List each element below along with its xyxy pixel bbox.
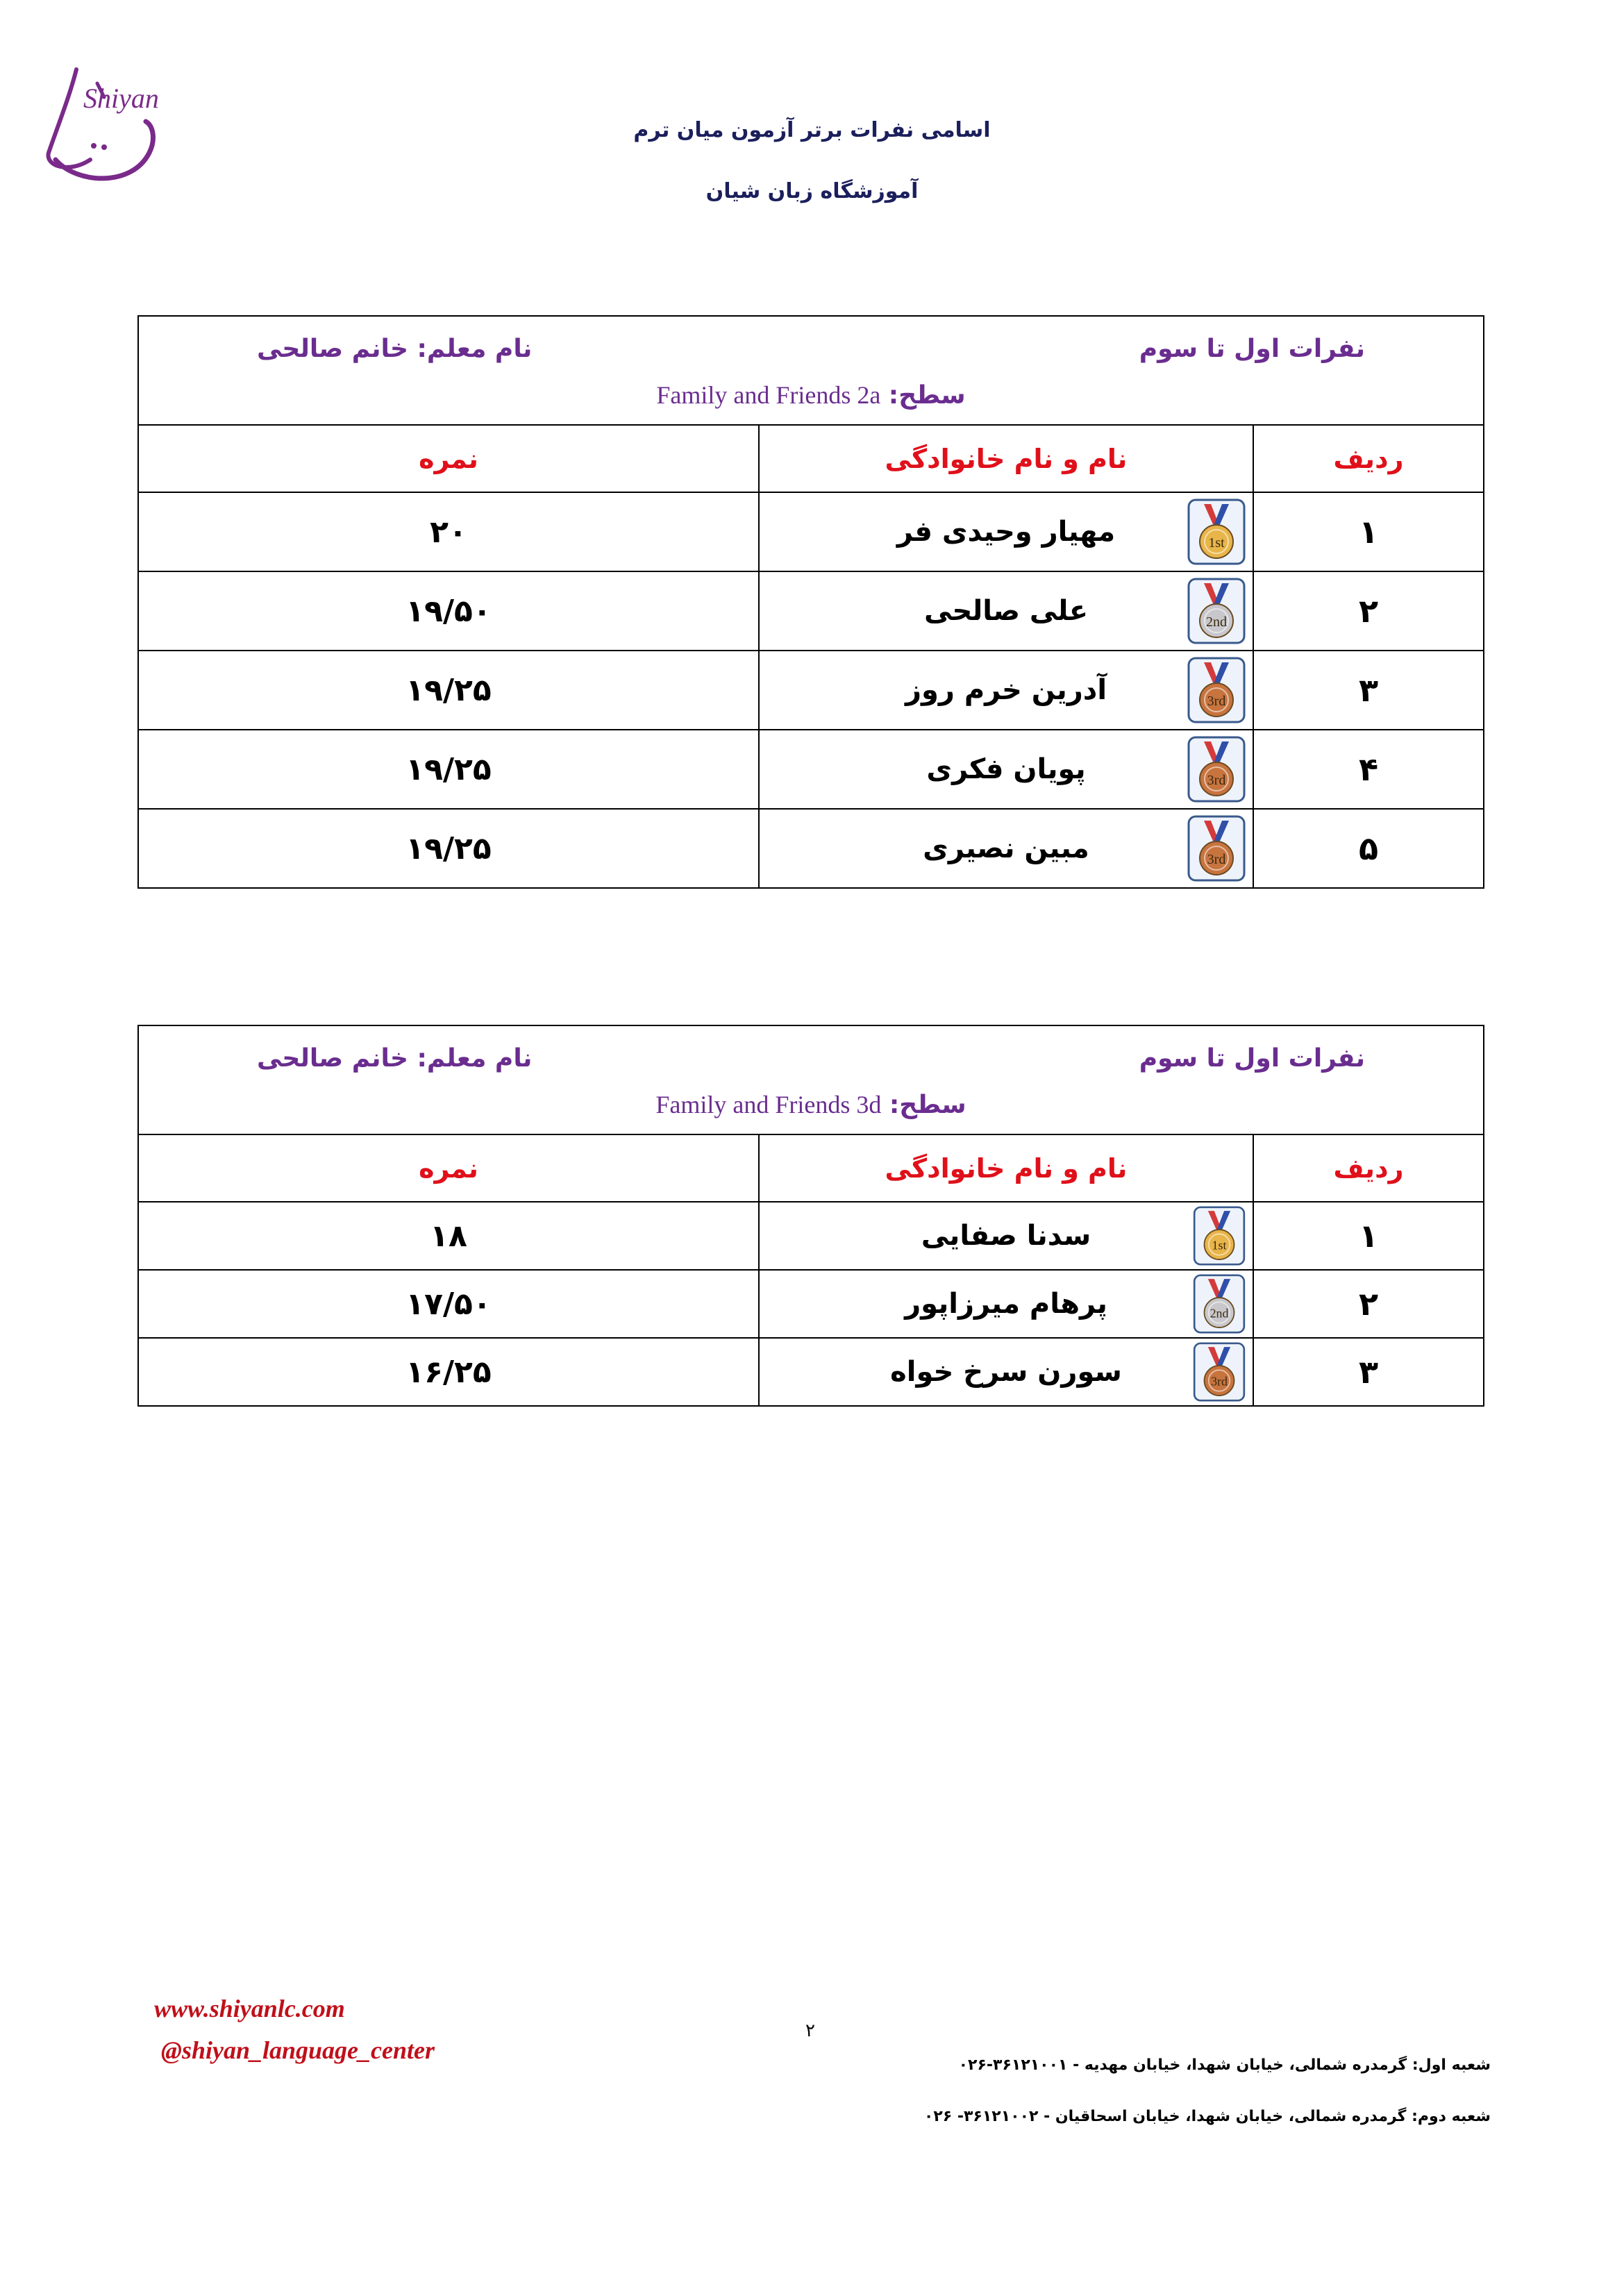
name-cell [759,571,1253,651]
teacher-label: نام معلم: خانم صالحی [257,1044,533,1073]
student-name: سدنا صفایی [921,1220,1091,1252]
name-cell [759,1202,1253,1270]
student-name: پویان فکری [926,753,1086,785]
student-name: مهیار وحیدی فر [896,516,1116,548]
name-cell [759,1338,1253,1406]
column-header-rank: ردیف [1253,425,1484,492]
bronze-medal-icon [1187,657,1246,723]
bronze-medal-icon [1187,815,1246,882]
level-line [139,380,1483,410]
table-row [138,492,1484,571]
medal-number-label: 1st [1212,1238,1227,1252]
school-name: آموزشگاه زبان شیان [705,179,919,203]
medal-number-label: 3rd [1211,1374,1228,1389]
logo-wordmark: Shiyan [83,83,159,114]
rank-cell: ۵ [1253,809,1484,888]
score-cell: ۲۰ [138,492,759,571]
student-name: علی صالحی [923,595,1089,627]
rank-cell: ۴ [1253,730,1484,809]
branch-2-address: شعبه دوم: گرمدره شمالی، خیابان شهدا، خیابان اسحاقیان - ۳۶۱۲۱۰۰۲- ۰۲۶ [923,2108,1491,2125]
name-cell [759,492,1253,571]
document-title: اسامی نفرات برتر آزمون میان ترم [633,118,991,142]
score-cell: ۱۹/۲۵ [138,651,759,730]
student-name: مبین نصیری [923,832,1089,864]
medal-number-label: 3rd [1207,694,1226,709]
table-row [138,1202,1484,1270]
silver-medal-icon [1193,1274,1246,1334]
bronze-medal-icon [1193,1342,1246,1402]
medal-number-label: 3rd [1207,852,1226,867]
medal-number-label: 2nd [1206,614,1227,630]
table-row [138,1338,1484,1406]
medal-number-label: 2nd [1209,1306,1229,1321]
score-cell: ۱۸ [138,1202,759,1270]
results-table-3d [137,1025,1484,1407]
table-row [138,651,1484,730]
name-cell [759,1270,1253,1338]
level-line [139,1090,1483,1119]
column-header-rank: ردیف [1253,1134,1484,1202]
level-label: سطح: [889,1091,966,1119]
column-header-score: نمره [138,425,759,492]
website-link[interactable]: www.shiyanlc.com [154,1995,345,2022]
student-name: پرهام میرزاپور [905,1288,1107,1320]
table-meta [138,1025,1484,1134]
column-header-name: نام و نام خانوادگی [759,425,1253,492]
level-value: Family and Friends 3d [655,1091,882,1118]
score-cell: ۱۷/۵۰ [138,1270,759,1338]
group-label: نفرات اول تا سوم [1139,1044,1365,1073]
score-cell: ۱۶/۲۵ [138,1338,759,1406]
silver-medal-icon [1187,578,1246,644]
rank-cell: ۲ [1253,1270,1484,1338]
column-header-name: نام و نام خانوادگی [759,1134,1253,1202]
level-value: Family and Friends 2a [656,381,881,409]
medal-number-label: 1st [1208,535,1225,551]
name-cell [759,809,1253,888]
gold-medal-icon [1187,498,1246,565]
table-row [138,571,1484,651]
teacher-label: نام معلم: خانم صالحی [257,335,533,363]
level-label: سطح: [888,381,966,410]
page-number: ۲ [805,2020,815,2041]
rank-cell: ۳ [1253,1338,1484,1406]
score-cell: ۱۹/۲۵ [138,730,759,809]
medal-number-label: 3rd [1207,773,1226,788]
rank-cell: ۲ [1253,571,1484,651]
results-table-2a [137,315,1484,889]
bronze-medal-icon [1187,736,1246,803]
table-meta [138,316,1484,425]
table-row [138,809,1484,888]
name-cell [759,651,1253,730]
rank-cell: ۱ [1253,492,1484,571]
student-name: سورن سرخ خواه [890,1356,1122,1388]
rank-cell: ۳ [1253,651,1484,730]
gold-medal-icon [1193,1206,1246,1266]
student-name: آدرین خرم روز [905,674,1107,706]
instagram-handle[interactable]: @shiyan_language_center [161,2036,435,2064]
column-header-score: نمره [138,1134,759,1202]
score-cell: ۱۹/۲۵ [138,809,759,888]
group-label: نفرات اول تا سوم [1139,335,1365,363]
branch-1-address: شعبه اول: گرمدره شمالی، خیابان شهدا، خیابان مهدیه - ۳۶۱۲۱۰۰۱-۰۲۶ [958,2056,1491,2074]
rank-cell: ۱ [1253,1202,1484,1270]
table-row [138,730,1484,809]
name-cell [759,730,1253,809]
table-row [138,1270,1484,1338]
score-cell: ۱۹/۵۰ [138,571,759,651]
